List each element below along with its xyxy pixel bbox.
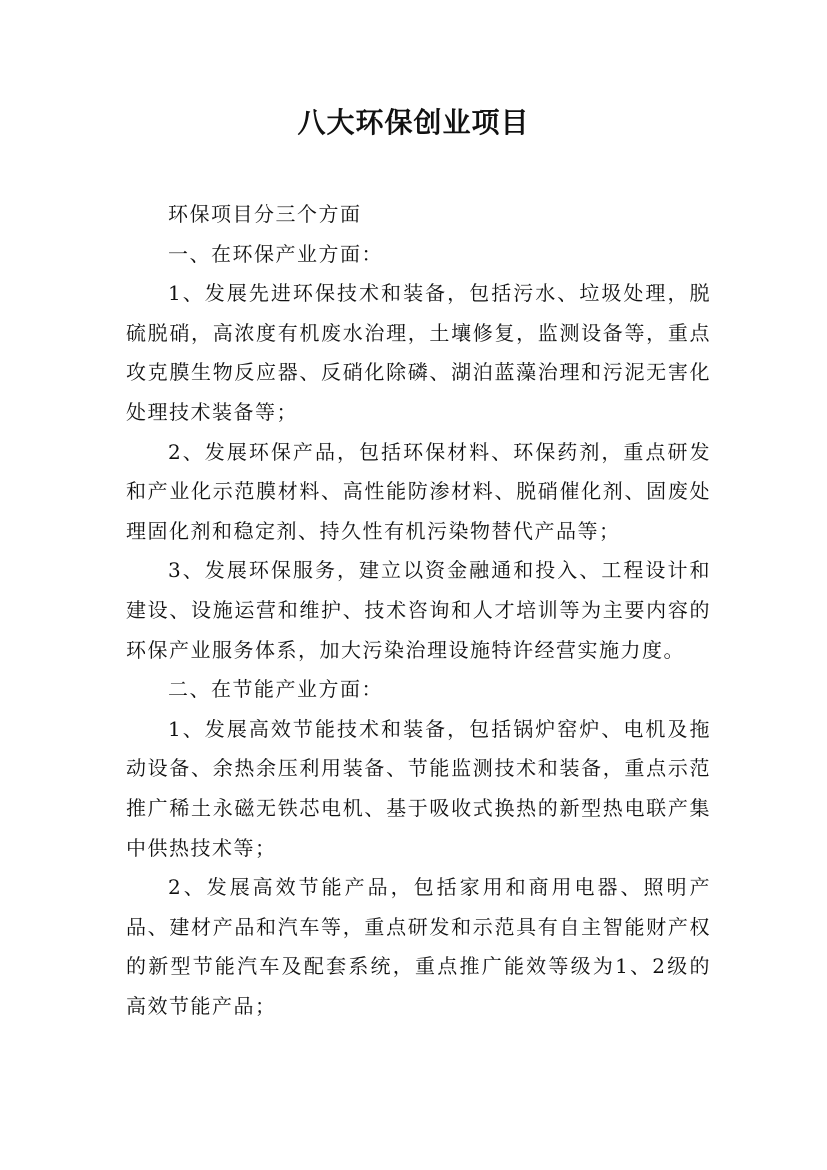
document-body (126, 195, 711, 1026)
paragraph-energy-item-2: 2、发展高效节能产品，包括家用和商用电器、照明产品、建材产品和汽车等，重点研发和示范具有自主智能财产权的新型节能汽车及配套系统，重点推广能效等级为1、2级的高效节能产品； (126, 875, 711, 1018)
section-heading-energy-saving: 二、在节能产业方面： (168, 677, 383, 702)
document-title: 八大环保创业项目 (297, 106, 530, 139)
section-heading-environmental: 一、在环保产业方面： (168, 241, 383, 266)
paragraph-intro: 环保项目分三个方面 (168, 202, 362, 226)
paragraph-env-item-1: 1、发展先进环保技术和装备，包括污水、垃圾处理，脱硫脱硝，高浓度有机废水治理，土壤修复，监测设备等，重点攻克膜生物反应器、反硝化除磷、湖泊蓝藻治理和污泥无害化处理技术装备等； (126, 281, 711, 424)
paragraph-energy-item-1: 1、发展高效节能技术和装备，包括锅炉窑炉、电机及拖动设备、余热余压利用装备、节能监测技术和装备，重点示范推广稀土永磁无铁芯电机、基于吸收式换热的新型热电联产集中供热技术等； (126, 716, 711, 860)
paragraph-env-item-3: 3、发展环保服务，建立以资金融通和投入、工程设计和建设、设施运营和维护、技术咨询和人才培训等为主要内容的环保产业服务体系，加大污染治理设施特许经营实施力度。 (126, 558, 711, 662)
paragraph-env-item-2: 2、发展环保产品，包括环保材料、环保药剂，重点研发和产业化示范膜材料、高性能防渗材料、脱硝催化剂、固废处理固化剂和稳定剂、持久性有机污染物替代产品等； (126, 439, 711, 543)
